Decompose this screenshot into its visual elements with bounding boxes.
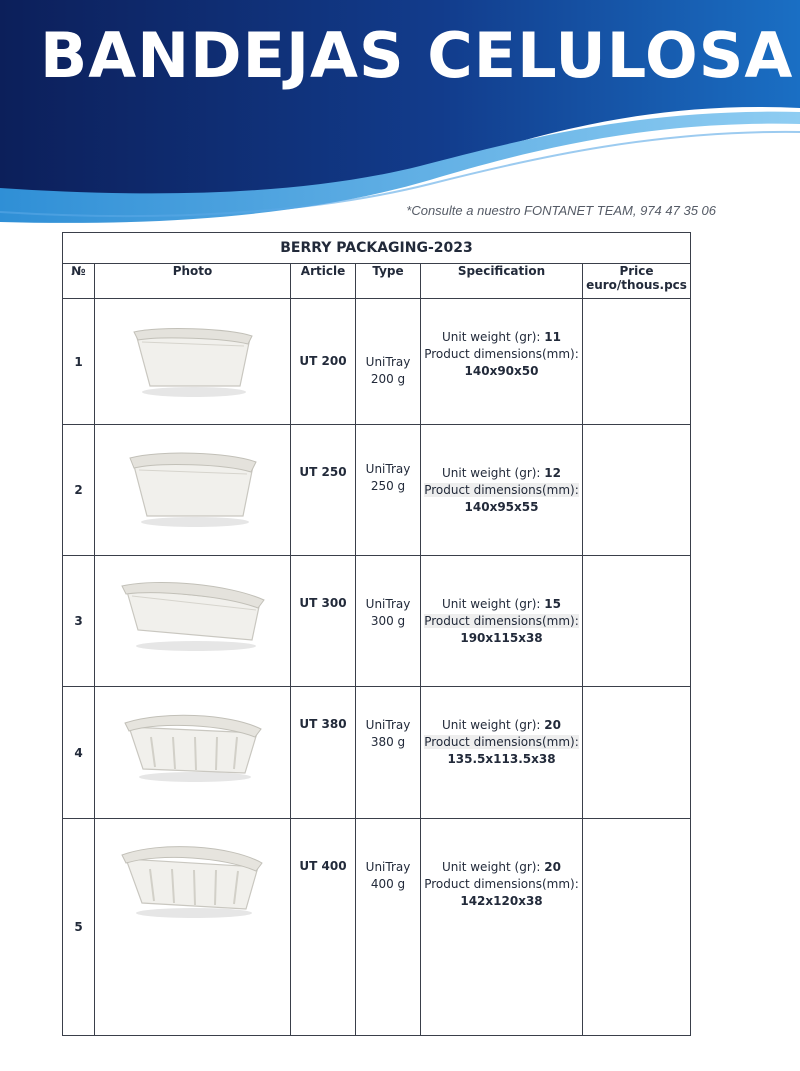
- table-row: [63, 299, 691, 425]
- row-spec: [421, 425, 583, 556]
- row-num: 4: [63, 687, 95, 819]
- type-line1: UniTray: [365, 355, 411, 369]
- ribbed-tray-icon: [121, 707, 265, 783]
- dims-value: 190x115x38: [460, 630, 543, 645]
- row-price: [583, 819, 691, 1036]
- row-type: [356, 299, 421, 425]
- type-line1: UniTray: [365, 597, 411, 611]
- type-line2: 250 g: [370, 479, 406, 494]
- row-type: [356, 556, 421, 687]
- price-header-line2: euro/thous.pcs: [586, 278, 687, 292]
- row-type: [356, 687, 421, 819]
- col-spec-header: Specification: [421, 264, 583, 299]
- row-photo: [95, 425, 291, 556]
- table-row: [63, 425, 691, 556]
- row-article: UT 200: [291, 299, 356, 425]
- weight-value: 20: [544, 860, 561, 874]
- ribbed-tray-icon: [120, 837, 266, 919]
- weight-label: Unit weight (gr):: [442, 860, 545, 874]
- dims-value: 135.5x113.5x38: [447, 751, 556, 766]
- row-photo: [95, 819, 291, 1036]
- row-num: 5: [63, 819, 95, 1036]
- col-num-header: №: [63, 264, 95, 299]
- row-article: UT 400: [291, 819, 356, 1036]
- type-line1: UniTray: [365, 462, 411, 476]
- col-type-header: Type: [356, 264, 421, 299]
- type-line1: UniTray: [365, 718, 411, 732]
- row-article: UT 380: [291, 687, 356, 819]
- row-price: [583, 687, 691, 819]
- cellulose-tray-icon: [125, 446, 261, 530]
- row-type: [356, 425, 421, 556]
- cellulose-tray-icon: [128, 320, 258, 400]
- weight-label: Unit weight (gr):: [442, 718, 545, 732]
- row-photo: [95, 687, 291, 819]
- dims-label: Product dimensions(mm):: [424, 482, 579, 497]
- row-spec: [421, 687, 583, 819]
- row-spec: [421, 819, 583, 1036]
- type-line2: 300 g: [370, 614, 406, 629]
- weight-value: 20: [544, 718, 561, 732]
- dims-value: 140x95x55: [464, 499, 539, 514]
- weight-label: Unit weight (gr):: [442, 466, 545, 480]
- col-photo-header: Photo: [95, 264, 291, 299]
- row-price: [583, 425, 691, 556]
- header-banner: [0, 0, 800, 235]
- col-article-header: Article: [291, 264, 356, 299]
- table-row: [63, 687, 691, 819]
- weight-label: Unit weight (gr):: [442, 330, 545, 344]
- dims-label: Product dimensions(mm):: [424, 876, 579, 891]
- row-num: 1: [63, 299, 95, 425]
- weight-value: 15: [544, 597, 561, 611]
- row-photo: [95, 556, 291, 687]
- price-header-line1: Price: [619, 264, 654, 278]
- row-price: [583, 299, 691, 425]
- row-price: [583, 556, 691, 687]
- row-spec: [421, 299, 583, 425]
- dims-value: 140x90x50: [464, 363, 539, 378]
- row-article: UT 300: [291, 556, 356, 687]
- col-price-header: [583, 264, 691, 299]
- dims-value: 142x120x38: [460, 893, 543, 908]
- weight-value: 11: [544, 330, 561, 344]
- product-table: [62, 232, 691, 1036]
- row-num: 2: [63, 425, 95, 556]
- row-article: UT 250: [291, 425, 356, 556]
- row-num: 3: [63, 556, 95, 687]
- row-spec: [421, 556, 583, 687]
- table-caption: BERRY PACKAGING-2023: [63, 233, 691, 264]
- table-header-row: [63, 264, 691, 299]
- type-line2: 400 g: [370, 877, 406, 892]
- type-line2: 200 g: [370, 372, 406, 387]
- type-line1: UniTray: [365, 860, 411, 874]
- row-type: [356, 819, 421, 1036]
- consult-note: *Consulte a nuestro FONTANET TEAM, 974 47 35 06: [406, 203, 716, 218]
- table-row: [63, 819, 691, 1036]
- row-photo: [95, 299, 291, 425]
- cellulose-tray-icon: [118, 574, 268, 654]
- page-title: BANDEJAS CELULOSA: [40, 19, 794, 92]
- dims-label: Product dimensions(mm):: [424, 613, 579, 628]
- dims-label: Product dimensions(mm):: [424, 734, 579, 749]
- type-line2: 380 g: [370, 735, 406, 750]
- weight-label: Unit weight (gr):: [442, 597, 545, 611]
- table-row: [63, 556, 691, 687]
- dims-label: Product dimensions(mm):: [424, 346, 579, 361]
- weight-value: 12: [544, 466, 561, 480]
